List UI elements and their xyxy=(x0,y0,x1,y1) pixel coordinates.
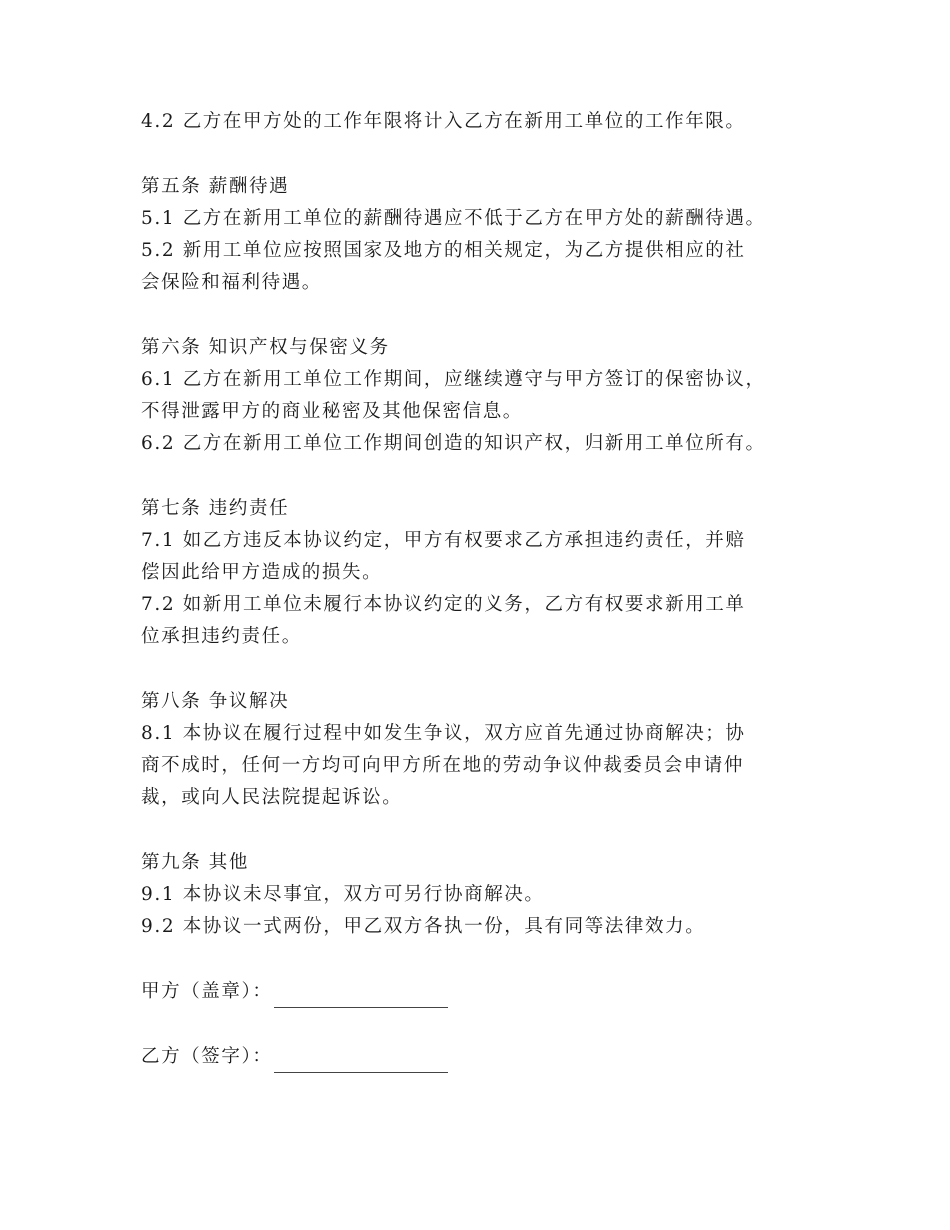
paragraph-gap xyxy=(141,138,841,171)
clause-line: 9.1 本协议未尽事宜，双方可另行协商解决。 xyxy=(141,884,545,905)
clause-line: 5.1 乙方在新用工单位的薪酬待遇应不低于乙方在甲方处的薪酬待遇。 xyxy=(141,208,766,229)
paragraph-gap xyxy=(141,814,841,847)
article-heading: 第七条 违约责任 xyxy=(141,498,290,519)
spacer xyxy=(141,943,841,976)
document-text xyxy=(141,106,841,943)
clause-line: 4.2 乙方在甲方处的工作年限将计入乙方在新用工单位的工作年限。 xyxy=(141,111,746,132)
clause-line: 8.1 本协议在履行过程中如发生争议，双方应首先通过协商解决；协 xyxy=(141,723,746,744)
clause-line: 5.2 新用工单位应按照国家及地方的相关规定，为乙方提供相应的社 xyxy=(141,240,746,261)
clause-line: 位承担违约责任。 xyxy=(141,626,302,647)
paragraph-gap xyxy=(141,653,841,686)
clause-line: 会保险和福利待遇。 xyxy=(141,272,322,293)
signature-party-b xyxy=(141,1041,841,1073)
clause-line: 偿因此给甲方造成的损失。 xyxy=(141,562,383,583)
signature-party-a-label: 甲方（盖章）： xyxy=(141,981,273,1002)
signature-party-b-blank xyxy=(274,1050,448,1073)
article-heading: 第九条 其他 xyxy=(141,852,249,873)
clause-line: 不得泄露甲方的商业秘密及其他保密信息。 xyxy=(141,401,523,422)
article-heading: 第六条 知识产权与保密义务 xyxy=(141,337,390,358)
document-body xyxy=(141,106,841,1073)
paragraph-gap xyxy=(141,460,841,493)
clause-line: 商不成时，任何一方均可向甲方所在地的劳动争议仲裁委员会申请仲 xyxy=(141,755,745,776)
signature-party-b-label: 乙方（签字）： xyxy=(141,1046,273,1067)
article-heading: 第八条 争议解决 xyxy=(141,691,290,712)
clause-line: 9.2 本协议一式两份，甲乙双方各执一份，具有同等法律效力。 xyxy=(141,916,706,937)
spacer xyxy=(141,1008,841,1041)
paragraph-gap xyxy=(141,299,841,332)
clause-line: 7.1 如乙方违反本协议约定，甲方有权要求乙方承担违约责任，并赔 xyxy=(141,530,746,551)
clause-line: 7.2 如新用工单位未履行本协议约定的义务，乙方有权要求新用工单 xyxy=(141,594,746,615)
clause-line: 6.1 乙方在新用工单位工作期间，应继续遵守与甲方签订的保密协议， xyxy=(141,369,766,390)
signature-party-a-blank xyxy=(274,985,448,1008)
clause-line: 6.2 乙方在新用工单位工作期间创造的知识产权，归新用工单位所有。 xyxy=(141,433,766,454)
clause-line: 裁，或向人民法院提起诉讼。 xyxy=(141,787,403,808)
signature-party-a xyxy=(141,976,841,1008)
article-heading: 第五条 薪酬待遇 xyxy=(141,176,290,197)
